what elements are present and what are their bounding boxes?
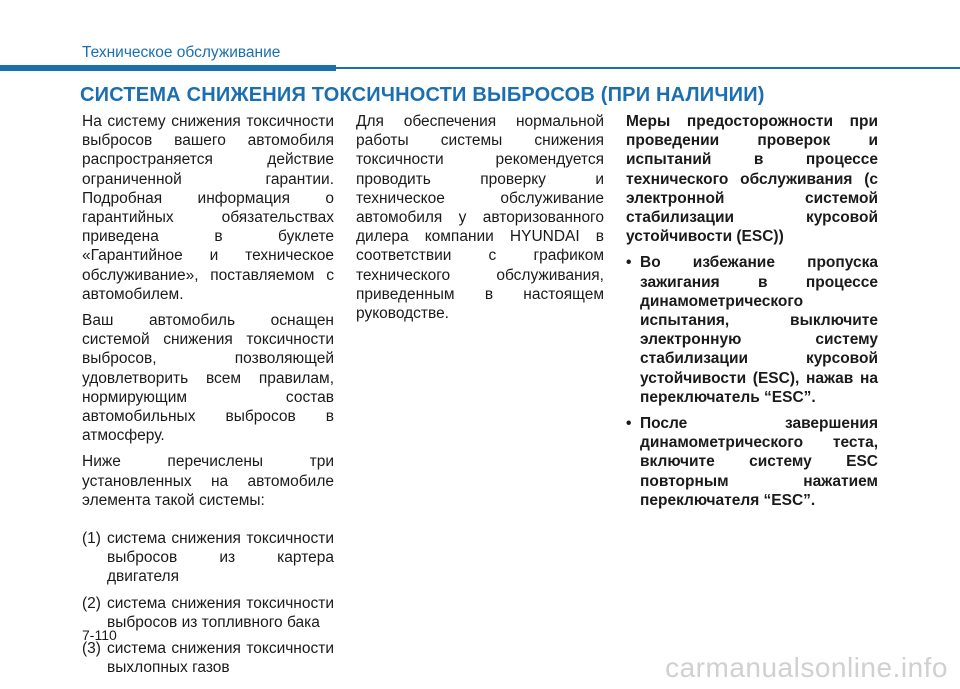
list-item	[82, 529, 334, 587]
list-item-number: (1)	[82, 530, 101, 548]
paragraph-elements-intro: Ниже перечислены три установленных на автомобиле элемента такой системы:	[82, 453, 334, 509]
header-rule-thin	[336, 67, 960, 69]
paragraph-maintenance: Для обеспечения нормальной работы системы снижения токсичности рекомендуется проводить проверку и техническое обслуживание автомобиля у авторизованного дилера компании HYUNDAI в соответствии с графиком технического обслуживания, приведенным в настоящем руководстве.	[356, 113, 604, 323]
column-1	[82, 112, 334, 684]
list-item-number: (3)	[82, 640, 101, 658]
esc-bullet-list	[626, 253, 878, 510]
list-item-text: система снижения токсичности выбросов из топливного бака	[107, 594, 334, 631]
esc-precautions-heading: Меры предосторожности при проведении проверок и испытаний в процессе технического обслуживания (с электронной системой стабилизации курсовой устойчивости (ESC))	[626, 113, 878, 246]
list-item	[626, 253, 878, 407]
paragraph-warranty: На систему снижения токсичности выбросов вашего автомобиля распространяется действие ограниченной гарантии. Подробная информация о гарантийных обязательствах приведена в буклете «Гарантийное и техническое обслуживание», поставляемом с автомобилем.	[82, 113, 334, 303]
list-item	[82, 594, 334, 632]
list-item-text: Во избежание пропуска зажигания в процессе динамометрического испытания, выключите электронную систему стабилизации курсовой устойчивости (ESC), нажав на переключатель “ESC”.	[640, 254, 878, 406]
watermark: carmanualsonline.info	[665, 652, 948, 683]
elements-list	[82, 529, 334, 677]
list-item	[626, 414, 878, 510]
list-item-text: После завершения динамометрического теста, включите систему ESC повторным нажатием переключателя “ESC”.	[640, 415, 878, 509]
paragraph-equipped: Ваш автомобиль оснащен системой снижения токсичности выбросов, позволяющей удовлетворить всем правилам, нормирующим состав автомобильных выбросов в атмосферу.	[82, 312, 334, 445]
bullet-icon: •	[626, 254, 632, 272]
section-label: Техническое обслуживание	[82, 44, 281, 61]
page-title: СИСТЕМА СНИЖЕНИЯ ТОКСИЧНОСТИ ВЫБРОСОВ (ПРИ НАЛИЧИИ)	[80, 84, 765, 106]
column-2	[356, 112, 604, 330]
list-item-text: система снижения токсичности выбросов из картера двигателя	[107, 530, 334, 586]
list-item-number: (2)	[82, 594, 101, 612]
bullet-icon: •	[626, 415, 632, 433]
list-item	[82, 639, 334, 677]
page-number: 7-110	[82, 627, 117, 643]
list-item-text: система снижения токсичности выхлопных газов	[107, 640, 334, 677]
column-3	[626, 112, 878, 517]
header-rule-thick	[0, 65, 336, 71]
